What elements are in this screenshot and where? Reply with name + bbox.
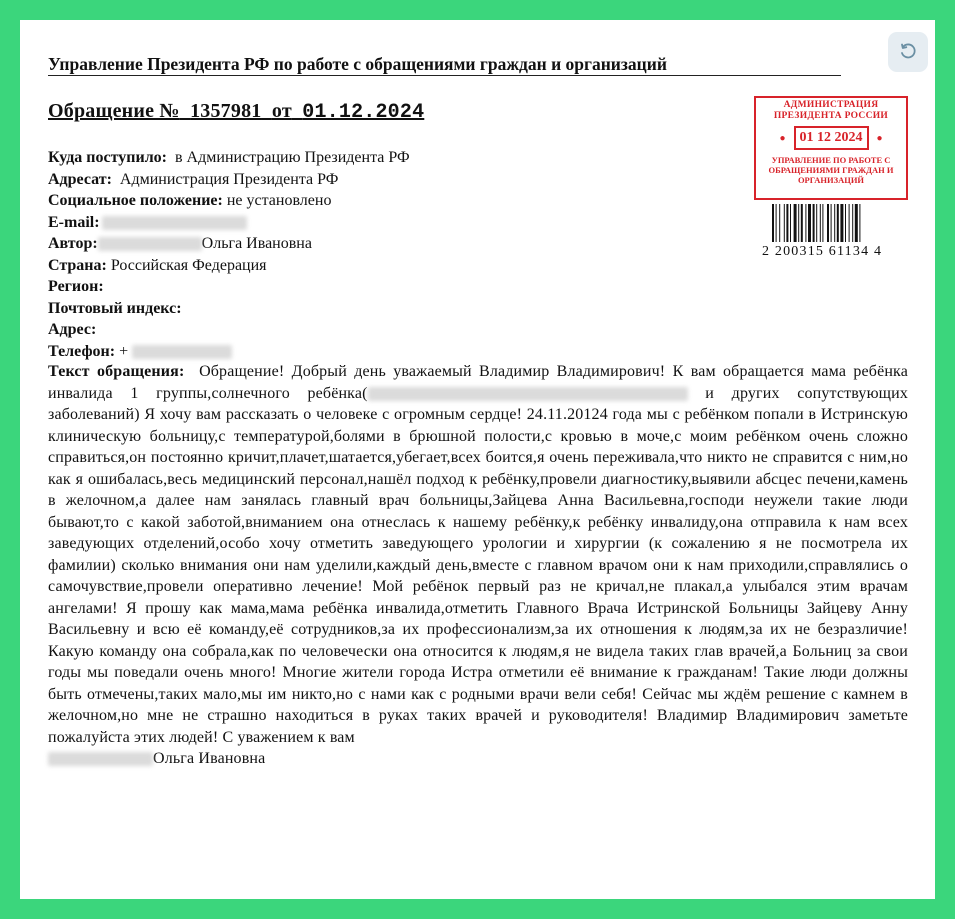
field-social-status [48, 190, 410, 212]
barcode-bar [859, 204, 860, 242]
barcode-bar [813, 204, 815, 242]
field-author [48, 233, 410, 255]
field-label: Телефон: [48, 342, 116, 360]
redacted-signature-surname [48, 752, 153, 766]
field-label: E-mail: [48, 213, 100, 231]
stamp-dot-icon: ● [779, 132, 786, 144]
organization-header: Управление Президента РФ по работе с обращениями граждан и организаций [48, 54, 667, 74]
registration-stamp [754, 96, 908, 200]
barcode-bar [837, 204, 839, 242]
stamp-top-text: АДМИНИСТРАЦИЯ ПРЕЗИДЕНТА РОССИИ [773, 100, 889, 121]
barcode-bar [794, 204, 797, 242]
appeal-title [48, 100, 424, 124]
field-label: Автор: [48, 235, 98, 252]
barcode-bar [816, 204, 817, 242]
appeal-date: 01.12.2024 [302, 101, 425, 124]
appeal-text-label: Текст обращения: [48, 363, 185, 380]
barcode-bar [820, 204, 821, 242]
appeal-text-part2: и других сопутствующих заболеваний) Я хочу вам рассказать о человеке с огромным сердце! 24.11.20124 года мы с ребёнком попали в Истринскую клиническую больницу,с температурой,болями в брюшной полости,с кровью в моче,с моим ребёнком очень сложно справиться,он постоянно кричит,плачет,шатается,убегает,всех боится,я очень переживала,что никто не справится с ним,но как я ошибалась,весь медицинский персонал,нашёл подход к ребёнку,провели диагностику,выявили абсцес печени,камень в желочном,а далее нам занялась главный врач больницы,Зайцева Анна Васильевна,господи неужели такие люди бывают,то с какой заботой,вниманием она отнеслась к нашему ребёнку,к ребёнку инвалиду,она отправила к нам всех заведующих отделений,особо хочу отметить заведующего урологии и хирургии (к сожалению я не посмотрела их фамилии) сколько внимания они нам уделили,каждый день,вместе с главном врачом они к нам приходили,справлялись о самочувствие,провели оперативно лечение! Мой ребёнок первый раз не кричал,не плакал,а улыбался этим врачам ангелами! Я прошу как мама,мама ребёнка инвалида,отметить Главного Врача Истринской Больницы Зайцеву Анну Васильевну и всю её команду,её сотрудников,за их профессионализм,за их отношения к людям,за их не безразличие! Какую команду она собрала,как по человечески она относится к людям,я не видела таких глав врачей,а Больниц за свои годы мы поведали очень много! Многие жители города Истра отметили её внимание к гражданам! Такие люди должны быть отмечены,таких мало,мы им никто,но с нами как с родными врачи вели себя! Сейчас мы ждём решение с камнем в желочном,но мне не страшно находиться в руках таких врачей и руководителя! Владимир Владимирович заметьте пожалуйста этих людей! С уважением к вам [48, 384, 909, 746]
barcode-bar [855, 204, 858, 242]
barcode-bar [822, 204, 823, 242]
redacted-diagnosis [368, 387, 688, 401]
barcode-bar [790, 204, 791, 242]
field-value: Российская Федерация [110, 256, 267, 274]
barcode-bar [805, 204, 806, 242]
field-country [48, 255, 410, 277]
stamp-date-row [756, 126, 906, 150]
field-value: + [119, 342, 129, 360]
barcode-bar [849, 204, 850, 242]
document-page [20, 20, 935, 899]
barcode-bar [786, 204, 788, 242]
barcode-bar [784, 204, 785, 242]
field-address [48, 319, 410, 341]
appeal-label: Обращение № [48, 100, 180, 122]
barcode-bar [852, 204, 853, 242]
stamp-date: 01 12 2024 [794, 126, 869, 150]
barcode-number: 2 200315 61134 4 [762, 244, 883, 259]
redacted-email [102, 216, 247, 230]
field-label: Регион: [48, 278, 104, 295]
field-label: Почтовый индекс: [48, 299, 182, 317]
barcode-bar [834, 204, 835, 242]
redacted-surname [98, 237, 202, 251]
barcode-bar [840, 204, 843, 242]
appeal-text [48, 361, 908, 770]
stamp-bottom-text: УПРАВЛЕНИЕ ПО РАБОТЕ С ОБРАЩЕНИЯМИ ГРАЖДАН И ОРГАНИЗАЦИЙ [768, 155, 894, 185]
barcode-bar [808, 204, 811, 242]
field-region [48, 276, 410, 298]
field-postal-code [48, 298, 410, 320]
barcode [772, 204, 908, 242]
field-label: Страна: [48, 256, 107, 274]
barcode-bar [845, 204, 846, 242]
field-value: в Администрацию Президента РФ [175, 149, 410, 166]
appeal-from: от [271, 100, 292, 122]
field-email [48, 212, 410, 234]
barcode-bar [831, 204, 832, 242]
barcode-bar [798, 204, 799, 242]
refresh-icon [898, 42, 918, 62]
field-destination [48, 147, 410, 169]
barcode-bar [801, 204, 803, 242]
redacted-phone [132, 345, 232, 359]
barcode-bar [776, 204, 777, 242]
barcode-bar [779, 204, 780, 242]
field-value: не установлено [226, 192, 332, 209]
field-label: Адресат: [48, 170, 112, 188]
appeal-number: 1357981 [190, 100, 262, 122]
barcode-bar [827, 204, 829, 242]
header-divider [48, 75, 841, 76]
appeal-text-part1: Обращение! Добрый день уважаемый Владимир Владимирович! К вам обращается мама ребёнка инвалида 1 группы,солнечного ребёнка( [48, 363, 908, 402]
field-phone [48, 341, 410, 363]
signature-name: Ольга Ивановна [153, 750, 266, 767]
stamp-dot-icon: ● [876, 132, 883, 144]
field-label: Адрес: [48, 321, 97, 338]
barcode-bar [772, 204, 774, 242]
field-value: Администрация Президента РФ [119, 170, 339, 188]
field-label: Социальное положение: [48, 192, 223, 209]
field-addressee [48, 169, 410, 191]
appeal-fields [48, 147, 410, 362]
refresh-button[interactable] [888, 32, 928, 72]
field-label: Куда поступило: [48, 149, 167, 166]
field-value: Ольга Ивановна [201, 235, 312, 252]
